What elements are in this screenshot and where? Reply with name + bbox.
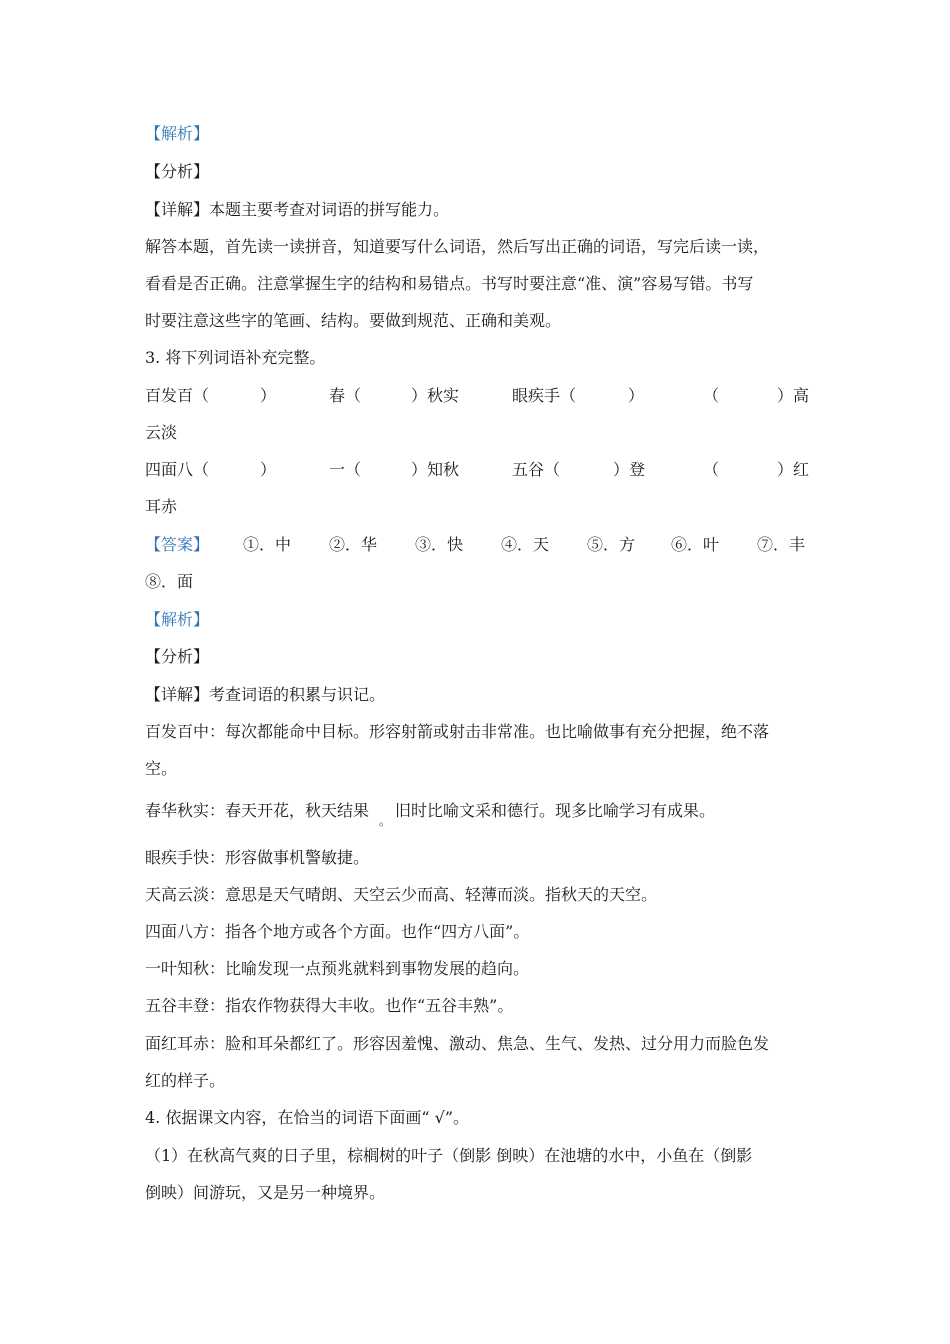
blank-segment: ）登 — [613, 460, 646, 479]
blank-segment: （ — [703, 460, 720, 479]
explanation-line: 空。 — [145, 759, 178, 778]
blank-segment: 眼疾手（ — [512, 386, 577, 405]
blank-segment: ）秋实 — [411, 386, 460, 405]
answer-item: ⑥．叶 — [671, 535, 720, 554]
explanation-text: 旧时比喻文采和德行。现多比喻学习有成果。 — [395, 801, 716, 820]
blank-segment: ）高 — [777, 386, 810, 405]
section-detail: 【详解】考查词语的积累与识记。 — [145, 685, 386, 704]
explanation-line: 眼疾手快：形容做事机警敏捷。 — [145, 848, 370, 867]
explanation-line: 天高云淡：意思是天气晴朗、天空云少而高、轻薄而淡。指秋天的天空。 — [145, 885, 658, 904]
section-label-fenxi: 【分析】 — [145, 162, 210, 181]
paragraph-line: 时要注意这些字的笔画、结构。要做到规范、正确和美观。 — [145, 311, 562, 330]
blank-segment: 百发百（ — [145, 386, 210, 405]
blank-segment: ） — [260, 460, 277, 479]
answer-item: ⑦．丰 — [757, 535, 806, 554]
blank-segment: ） — [260, 386, 277, 405]
blank-segment: 一（ — [329, 460, 362, 479]
answer-label: 【答案】 — [145, 535, 210, 554]
explanation-line: 百发百中：每次都能命中目标。形容射箭或射击非常准。也比喻做事有充分把握，绝不落 — [145, 722, 770, 741]
answer-item: ⑤．方 — [587, 535, 636, 554]
answer-item: ④．天 — [501, 535, 550, 554]
question-line: （1）在秋高气爽的日子里，棕榈树的叶子（倒影 倒映）在池塘的水中，小鱼在（倒影 — [145, 1146, 753, 1165]
fill-blank-row — [145, 460, 810, 480]
answer-row — [145, 535, 810, 555]
explanation-line: 五谷丰登：指农作物获得大丰收。也作“五谷丰熟”。 — [145, 996, 514, 1015]
answer-item: ②．华 — [329, 535, 378, 554]
fill-blank-wrap: 耳赤 — [145, 497, 178, 516]
blank-segment: 春（ — [329, 386, 362, 405]
explanation-punct: 。 — [379, 814, 392, 828]
explanation-line: 四面八方：指各个地方或各个方面。也作“四方八面”。 — [145, 922, 530, 941]
section-label-jiexi: 【解析】 — [145, 124, 210, 143]
blank-segment: 五谷（ — [512, 460, 561, 479]
question-title: 4. 依据课文内容，在恰当的词语下面画“ √”。 — [145, 1108, 469, 1127]
answer-item: ①．中 — [243, 535, 292, 554]
question-line: 倒映）间游玩，又是另一种境界。 — [145, 1183, 386, 1202]
section-label-fenxi: 【分析】 — [145, 647, 210, 666]
blank-segment: ）红 — [777, 460, 810, 479]
fill-blank-row — [145, 386, 810, 406]
blank-segment: （ — [703, 386, 720, 405]
paragraph-line: 看看是否正确。注意掌握生字的结构和易错点。书写时要注意“准、演”容易写错。书写 — [145, 274, 754, 293]
blank-segment: ） — [628, 386, 645, 405]
answer-wrap: ⑧．面 — [145, 572, 194, 591]
question-title: 3. 将下列词语补充完整。 — [145, 348, 326, 367]
blank-segment: ）知秋 — [411, 460, 460, 479]
section-detail: 【详解】本题主要考查对词语的拼写能力。 — [145, 200, 450, 219]
fill-blank-wrap: 云淡 — [145, 423, 178, 442]
paragraph-line: 解答本题，首先读一读拼音，知道要写什么词语，然后写出正确的词语，写完后读一读， — [145, 237, 770, 256]
answer-item: ③．快 — [415, 535, 464, 554]
explanation-text: 春华秋实：春天开花，秋天结果 — [145, 801, 370, 820]
explanation-line: 一叶知秋：比喻发现一点预兆就料到事物发展的趋向。 — [145, 959, 530, 978]
explanation-line — [145, 801, 745, 827]
blank-segment: 四面八（ — [145, 460, 210, 479]
section-label-jiexi: 【解析】 — [145, 610, 210, 629]
explanation-line: 面红耳赤：脸和耳朵都红了。形容因羞愧、激动、焦急、生气、发热、过分用力而脸色发 — [145, 1034, 770, 1053]
explanation-line: 红的样子。 — [145, 1071, 226, 1090]
